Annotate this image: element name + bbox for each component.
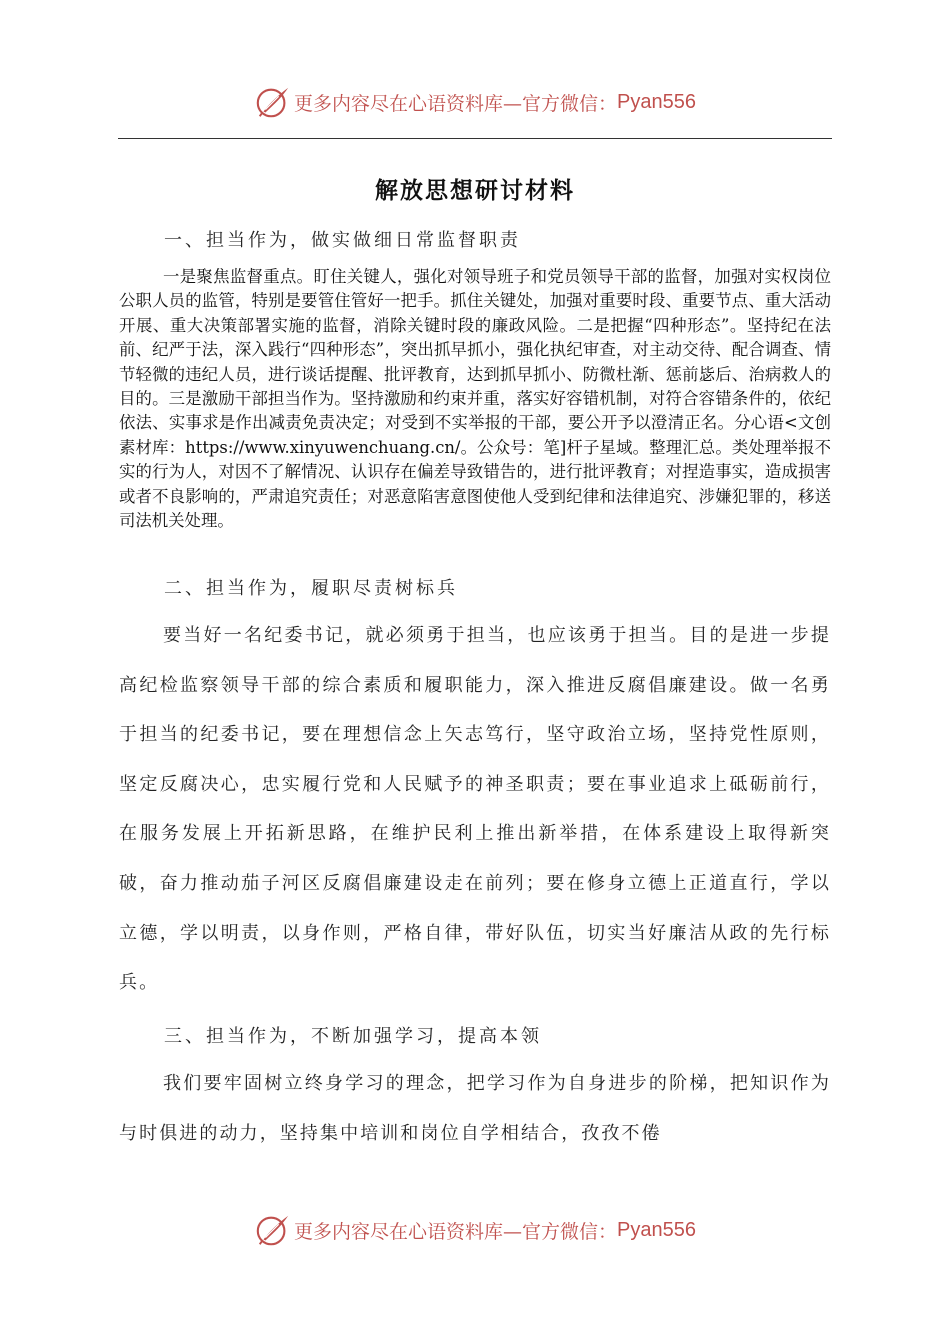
section-paragraph-2: 要当好一名纪委书记，就必须勇于担当，也应该勇于担当。目的是进一步提高纪检监察领导干部的综合素质和履职能力，深入推进反腐倡廉建设。做一名勇于担当的纪委书记，要在理想信念上矢志笃行，坚守政治立场，坚持党性原则，坚定反腐决心，忠实履行党和人民赋予的神圣职责；要在事业追求上砥砺前行，在服务发展上开拓新思路，在维护民利上推出新举措，在体系建设上取得新突破，奋力推动茄子河区反腐倡廉建设走在前列；要在修身立德上正道直行，学以立德，学以明责，以身作则，严格自律，带好队伍，切实当好廉洁从政的先行标兵。 [119, 625, 831, 994]
header-divider [118, 138, 832, 139]
quill-logo-icon [254, 83, 292, 121]
banner-wechat-id: Pyan556 [617, 1218, 696, 1241]
section-heading-2: 二、担当作为，履职尽责树标兵 [164, 578, 458, 599]
header-banner [0, 82, 950, 122]
banner-text: 更多内容尽在心语资料库—官方微信： [294, 1220, 618, 1243]
section-heading-1: 一、担当作为，做实做细日常监督职责 [164, 230, 521, 251]
section-heading-3: 三、担当作为，不断加强学习，提高本领 [164, 1026, 542, 1047]
footer-banner [0, 1210, 950, 1250]
document-title: 解放思想研讨材料 [375, 177, 575, 204]
section-paragraph-1: 一是聚焦监督重点。盯住关键人，强化对领导班子和党员领导干部的监督，加强对实权岗位公职人员的监管，特别是要管住管好一把手。抓住关键处，加强对重要时段、重要节点、重大活动开展、重大决策部署实施的监督，消除关键时段的廉政风险。二是把握“四种形态”。坚持纪在法前、纪严于法，深入践行“四种形态”，突出抓早抓小，强化执纪审查，对主动交待、配合调查、情节轻微的违纪人员，进行谈话提醒、批评教育，达到抓早抓小、防微杜渐、惩前毖后、治病救人的目的。三是激励干部担当作为。坚持激励和约束并重，落实好容错机制，对符合容错条件的，依纪依法、实事求是作出减责免责决定；对受到不实举报的干部，要公开予以澄清正名。分心语<文创素材库：https://www.xinyuwenchuang.cn/。公众号：笔]杆子星域。整理汇总。类处理举报不实的行为人，对因不了解情况、认识存在偏差导致错告的，进行批评教育；对捏造事实，造成损害或者不良影响的，严肃追究责任；对恶意陷害意图使他人受到纪律和法律追究、涉嫌犯罪的，移送司法机关处理。 [119, 267, 831, 531]
quill-logo-icon [254, 1211, 292, 1249]
banner-wechat-id: Pyan556 [617, 90, 696, 113]
section-paragraph-3: 我们要牢固树立终身学习的理念，把学习作为自身进步的阶梯，把知识作为与时俱进的动力，坚持集中培训和岗位自学相结合，孜孜不倦 [119, 1073, 831, 1144]
banner-text: 更多内容尽在心语资料库—官方微信： [294, 92, 618, 115]
